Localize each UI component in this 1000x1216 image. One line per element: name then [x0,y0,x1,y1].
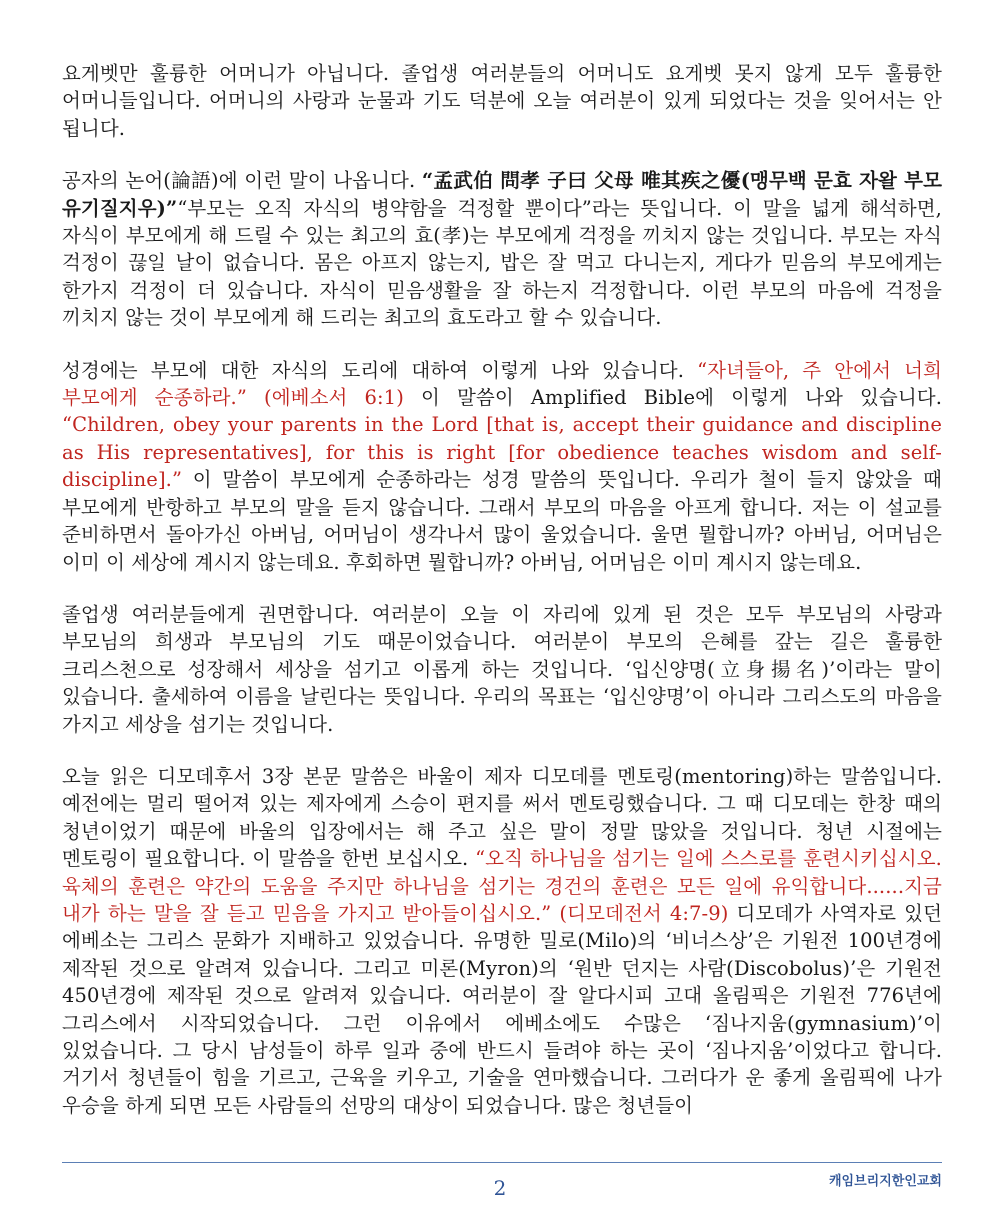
paragraph-jochebed [62,60,942,142]
page-number: 2 [493,1176,507,1200]
text-run: 이 말씀이 부모에게 순종하라는 성경 말씀의 뜻입니다. 우리가 철이 들지 않았을 때 부모에게 반항하고 부모의 말을 듣지 않습니다. 그래서 부모의 마음을 아프게 합니다. 저는 이 설교를 준비하면서 돌아가신 아버님, 어머님이 생각나서 많이 울었습니다. 울면 뭘합니까? 아버님, 어머님은 이미 이 세상에 계시지 않는데요. 후회하면 뭘합니까? 아버님, 어머님은 이미 계시지 않는데요. [62,468,942,574]
text-run: 성경에는 부모에 대한 자식의 도리에 대하여 이렇게 나와 있습니다. [62,358,698,382]
text-run: 졸업생 여러분들에게 권면합니다. 여러분이 오늘 이 자리에 있게 된 것은 모두 부모님의 사랑과 부모님의 희생과 부모님의 기도 때문이었습니다. 여러분이 부모의 은혜를 갚는 길은 훌륭한 크리스천으로 성장해서 세상을 섬기고 이롭게 하는 것입니다. ‘입신양명(立身揚名)’이라는 말이 있습니다. 출세하여 이름을 날린다는 뜻입니다. 우리의 목표는 ‘입신양명’이 아니라 그리스도의 마음을 가지고 세상을 섬기는 것입니다. [62,602,942,736]
analects-quote: “孟武伯 問孝 子曰 父母 唯其疾之優(맹무백 문효 자왈 부모 유기질지우)” [62,169,943,220]
text-run: 이 말씀이 Amplified Bible에 이렇게 나와 있습니다. [403,386,942,410]
text-run: 요게벳만 훌륭한 어머니가 아닙니다. 졸업생 여러분들의 어머니도 요게벳 못지 않게 모두 훌륭한 어머니들입니다. 어머니의 사랑과 눈물과 기도 덕분에 오늘 여러분이 있게 되었다는 것을 잊어서는 안 됩니다. [62,62,942,140]
paragraph-exhortation [62,601,942,738]
text-run: 오늘 읽은 디모데후서 3장 본문 말씀은 바울이 제자 디모데를 멘토링(mentoring)하는 말씀입니다. 예전에는 멀리 떨어져 있는 제자에게 스승이 편지를 써서 멘토링했습니다. 그 때 디모데는 한창 때의 청년이었기 때문에 바울의 입장에서는 해 주고 싶은 말이 정말 많았을 것입니다. 청년 시절에는 멘토링이 필요합니다. 이 말씀을 한번 보십시오. [62,764,942,871]
text-run: 공자의 논어(論語)에 이런 말이 나옵니다. [62,169,422,193]
scripture-quote-timothy: “오직 하나님을 섬기는 일에 스스로를 훈련시키십시오. 육체의 훈련은 약간의 도움을 주지만 하나님을 섬기는 경건의 훈련은 모든 일에 유익합니다......지금 내가 하는 말을 잘 듣고 믿음을 가지고 받아들이십시오.” (디모데전서 4:7-9) [62,847,942,925]
scripture-quote-ephesians: “자녀들아, 주 안에서 너희 부모에게 순종하라.” (에베소서 6:1) [62,358,942,410]
paragraph-confucius [62,167,942,331]
scripture-quote-amplified: “Children, obey your parents in the Lord [that is, accept their guidance and discipline as His representatives], for this is right [for obedience teaches wisdom and self-discipline].” [62,413,942,492]
church-name: 캐임브리지한인교회 [828,1174,942,1189]
footer-divider [62,1162,942,1163]
paragraph-timothy-mentoring [62,763,942,1119]
text-run: “부모는 오직 자식의 병약함을 걱정할 뿐이다”라는 뜻입니다. 이 말을 넓게 해석하면, 자식이 부모에게 해 드릴 수 있는 최고의 효(孝)는 부모에게 걱정을 끼치지 않는 것입니다. 부모는 자식 걱정이 끊일 날이 없습니다. 몸은 아프지 않는지, 밥은 잘 먹고 다니는지, 게다가 믿음의 부모에게는 한가지 걱정이 더 있습니다. 자식이 믿음생활을 잘 하는지 걱정합니다. 이런 부모의 마음에 걱정을 끼치지 않는 것이 부모에게 해 드리는 최고의 효도라고 할 수 있습니다. [62,196,942,330]
paragraph-scripture-obedience [62,357,942,576]
body-text [62,60,942,1144]
text-run: 디모데가 사역자로 있던 에베소는 그리스 문화가 지배하고 있었습니다. 유명한 밀로(Milo)의 ‘비너스상’은 기원전 100년경에 제작된 것으로 알려져 있습니다. 그리고 미론(Myron)의 ‘원반 던지는 사람(Discobolus)’은 기원전 450년경에 제작된 것으로 알려져 있습니다. 여러분이 잘 알다시피 고대 올림픽은 기원전 776년에 그리스에서 시작되었습니다. 그런 이유에서 에베소에도 수많은 ‘짐나지움(gymnasium)’이 있었습니다. 그 당시 남성들이 하루 일과 중에 반드시 들려야 하는 곳이 ‘짐나지움’이었다고 합니다. 거기서 청년들이 힘을 기르고, 근육을 키우고, 기술을 연마했습니다. 그러다가 운 좋게 올림픽에 나가 우승을 하게 되면 모든 사람들의 선망의 대상이 되었습니다. 많은 청년들이 [62,901,943,1117]
